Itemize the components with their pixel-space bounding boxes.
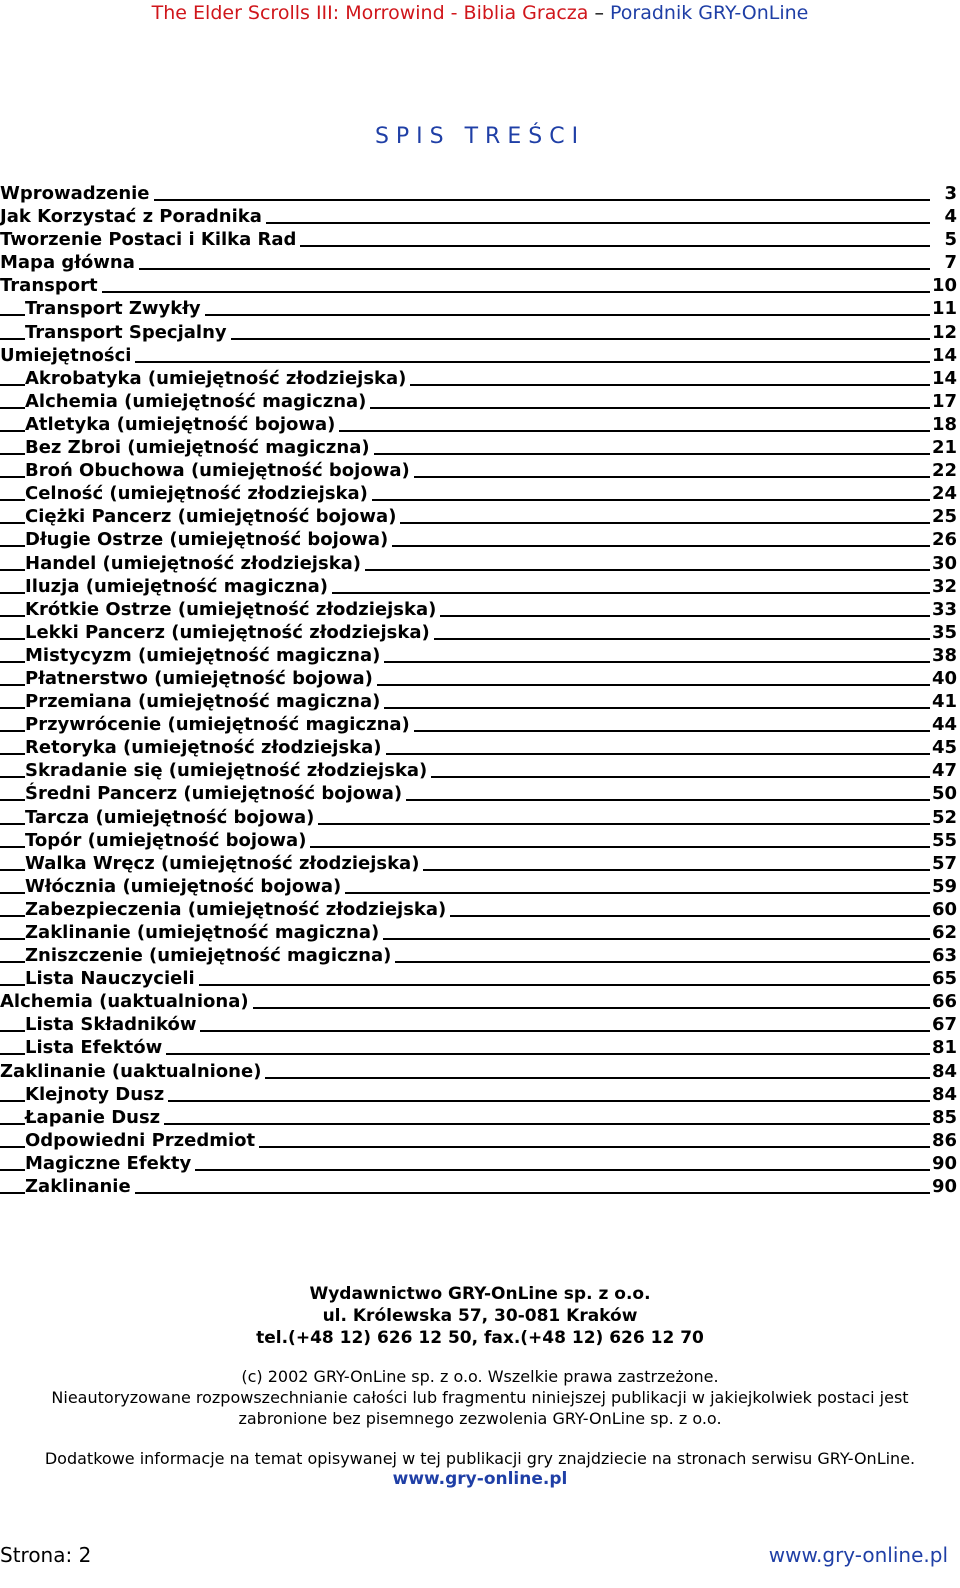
toc-entry[interactable] (0, 598, 960, 621)
header-guide-name: Poradnik GRY-OnLine (610, 2, 809, 24)
toc-entry-page: 40 (931, 667, 957, 689)
toc-leader-line (0, 1192, 930, 1194)
toc-entry-label: Mistycyzm (umiejętność magiczna) (25, 644, 384, 667)
toc-entry[interactable] (0, 552, 960, 575)
toc-entry-label: Jak Korzystać z Poradnika (0, 205, 266, 228)
toc-entry[interactable] (0, 1152, 960, 1175)
toc-entry-page: 32 (931, 575, 957, 597)
toc-entry-page: 67 (931, 1014, 957, 1036)
toc-entry[interactable] (0, 944, 960, 967)
toc-entry[interactable] (0, 967, 960, 990)
toc-entry-label: Średni Pancerz (umiejętność bojowa) (25, 782, 406, 805)
toc-entry[interactable] (0, 852, 960, 875)
toc-leader-line (0, 291, 930, 293)
toc-entry-label: Tarcza (umiejętność bojowa) (25, 806, 318, 829)
toc-entry-label: Odpowiedni Przedmiot (25, 1129, 259, 1152)
toc-entry-label: Transport (0, 274, 102, 297)
toc-entry[interactable] (0, 921, 960, 944)
toc-entry[interactable] (0, 1060, 960, 1083)
toc-entry-page: 57 (931, 852, 957, 874)
toc-entry[interactable] (0, 990, 960, 1013)
toc-entry-page: 4 (944, 206, 957, 228)
additional-info (0, 1448, 960, 1490)
toc-entry-label: Celność (umiejętność złodziejska) (25, 482, 372, 505)
website-link[interactable]: www.gry-online.pl (392, 1469, 568, 1489)
footer-site-link[interactable]: www.gry-online.pl (768, 1543, 948, 1567)
toc-entry-page: 60 (931, 898, 957, 920)
toc-entry[interactable] (0, 459, 960, 482)
toc-entry-page: 47 (931, 760, 957, 782)
toc-entry-label: Magiczne Efekty (25, 1152, 195, 1175)
toc-entry-page: 65 (931, 968, 957, 990)
toc-entry-label: Umiejętności (0, 344, 135, 367)
toc-entry[interactable] (0, 1129, 960, 1152)
toc-entry[interactable] (0, 898, 960, 921)
toc-entry[interactable] (0, 690, 960, 713)
toc-entry-label: Zaklinanie (umiejętność magiczna) (25, 921, 383, 944)
toc-entry-page: 55 (931, 829, 957, 851)
toc-entry[interactable] (0, 274, 960, 297)
toc-entry-label: Transport Zwykły (25, 297, 205, 320)
toc-entry-page: 52 (931, 806, 957, 828)
toc-entry-page: 63 (931, 945, 957, 967)
toc-entry-page: 14 (931, 344, 957, 366)
publisher-address: ul. Królewska 57, 30-081 Kraków (322, 1306, 638, 1326)
toc-entry-page: 21 (931, 437, 957, 459)
toc-entry-label: Klejnoty Dusz (25, 1083, 168, 1106)
toc-entry-page: 30 (931, 552, 957, 574)
toc-entry-label: Zaklinanie (uaktualnione) (0, 1060, 265, 1083)
toc-entry-label: Akrobatyka (umiejętność złodziejska) (25, 367, 410, 390)
toc-entry-label: Wprowadzenie (0, 182, 154, 205)
toc-entry-label: Skradanie się (umiejętność złodziejska) (25, 759, 431, 782)
toc-entry-page: 59 (931, 875, 957, 897)
copyright-line: (c) 2002 GRY-OnLine sp. z o.o. Wszelkie prawa zastrzeżone. (241, 1367, 719, 1386)
toc-entry-page: 41 (931, 691, 957, 713)
toc-entry-label: Ciężki Pancerz (umiejętność bojowa) (25, 505, 400, 528)
toc-entry-page: 26 (931, 529, 957, 551)
toc-entry-label: Łapanie Dusz (25, 1106, 164, 1129)
toc-entry[interactable] (0, 575, 960, 598)
toc-entry-page: 11 (931, 298, 957, 320)
toc-entry[interactable] (0, 1013, 960, 1036)
toc-entry[interactable] (0, 644, 960, 667)
publisher-phone: tel.(+48 12) 626 12 50, fax.(+48 12) 626 12 70 (256, 1328, 704, 1348)
toc-entry[interactable] (0, 205, 960, 228)
toc-entry-label: Zaklinanie (25, 1175, 135, 1198)
toc-entry-page: 38 (931, 644, 957, 666)
toc-entry-label: Lista Nauczycieli (25, 967, 199, 990)
toc-entry-label: Krótkie Ostrze (umiejętność złodziejska) (25, 598, 440, 621)
toc-entry-page: 14 (931, 367, 957, 389)
legal-notice (0, 1366, 960, 1429)
toc-entry-label: Tworzenie Postaci i Kilka Rad (0, 228, 300, 251)
toc-entry-label: Walka Wręcz (umiejętność złodziejska) (25, 852, 423, 875)
toc-entry-label: Bez Zbroi (umiejętność magiczna) (25, 436, 374, 459)
toc-entry-page: 22 (931, 460, 957, 482)
toc-entry[interactable] (0, 367, 960, 390)
toc-entry[interactable] (0, 621, 960, 644)
toc-entry[interactable] (0, 1036, 960, 1059)
page-header (0, 2, 960, 24)
toc-entry[interactable] (0, 321, 960, 344)
toc-entry[interactable] (0, 390, 960, 413)
toc-entry-label: Przywrócenie (umiejętność magiczna) (25, 713, 414, 736)
toc-entry-label: Płatnerstwo (umiejętność bojowa) (25, 667, 377, 690)
toc-entry-label: Broń Obuchowa (umiejętność bojowa) (25, 459, 414, 482)
toc-entry-page: 50 (931, 783, 957, 805)
toc-entry[interactable] (0, 1083, 960, 1106)
toc-entry[interactable] (0, 413, 960, 436)
toc-entry[interactable] (0, 829, 960, 852)
legal-line-2: Nieautoryzowane rozpowszechnianie całości lub fragmentu niniejszej publikacji w jakiejkolwiek postaci jest (51, 1388, 909, 1407)
toc-entry-page: 7 (944, 252, 957, 274)
toc-entry-page: 17 (931, 390, 957, 412)
toc-entry-label: Zabezpieczenia (umiejętność złodziejska) (25, 898, 450, 921)
toc-entry-label: Długie Ostrze (umiejętność bojowa) (25, 528, 392, 551)
toc-entry-page: 81 (931, 1037, 957, 1059)
toc-entry-page: 35 (931, 621, 957, 643)
toc-leader-line (0, 361, 930, 363)
toc-entry-page: 3 (944, 183, 957, 204)
table-of-contents (0, 182, 960, 1198)
toc-entry[interactable] (0, 736, 960, 759)
toc-entry-label: Alchemia (uaktualniona) (0, 990, 253, 1013)
toc-entry[interactable] (0, 182, 960, 205)
toc-entry-page: 62 (931, 922, 957, 943)
info-text: Dodatkowe informacje na temat opisywanej w tej publikacji gry znajdziecie na stronach serwisu GRY-OnLine. (44, 1449, 916, 1468)
toc-entry-label: Włócznia (umiejętność bojowa) (25, 875, 345, 898)
toc-entry[interactable] (0, 528, 960, 551)
toc-entry-label: Alchemia (umiejętność magiczna) (25, 390, 370, 413)
toc-entry[interactable] (0, 1175, 960, 1198)
header-separator: – (588, 2, 611, 24)
toc-entry[interactable] (0, 782, 960, 805)
toc-entry[interactable] (0, 436, 960, 459)
toc-entry-label: Handel (umiejętność złodziejska) (25, 552, 365, 575)
toc-entry-page: 84 (931, 1083, 957, 1105)
toc-entry-label: Iluzja (umiejętność magiczna) (25, 575, 332, 598)
toc-entry[interactable] (0, 1106, 960, 1129)
toc-entry-page: 90 (931, 1152, 957, 1174)
legal-line-3: zabronione bez pisemnego zezwolenia GRY-OnLine sp. z o.o. (238, 1409, 722, 1428)
toc-entry-page: 10 (931, 275, 957, 297)
toc-entry-page: 84 (931, 1060, 957, 1082)
toc-entry-label: Przemiana (umiejętność magiczna) (25, 690, 384, 713)
toc-entry-label: Zniszczenie (umiejętność magiczna) (25, 944, 395, 967)
toc-entry-page: 24 (931, 483, 957, 505)
toc-entry[interactable] (0, 505, 960, 528)
toc-entry-page: 45 (931, 737, 957, 759)
toc-entry-label: Topór (umiejętność bojowa) (25, 829, 310, 852)
toc-entry-label: Mapa główna (0, 251, 139, 274)
toc-entry-page: 90 (931, 1176, 957, 1198)
toc-entry-page: 66 (931, 991, 957, 1013)
toc-entry[interactable] (0, 297, 960, 320)
toc-entry-label: Atletyka (umiejętność bojowa) (25, 413, 339, 436)
toc-title: SPIS TREŚCI (374, 124, 586, 149)
toc-entry-page: 5 (944, 229, 957, 251)
toc-entry-label: Lista Składników (25, 1013, 200, 1036)
toc-entry-page: 18 (931, 413, 957, 435)
page-number: Strona: 2 (0, 1543, 92, 1567)
publisher-info (0, 1283, 960, 1349)
toc-entry-label: Retoryka (umiejętność złodziejska) (25, 736, 386, 759)
toc-entry-page: 86 (931, 1129, 957, 1151)
toc-entry[interactable] (0, 667, 960, 690)
toc-entry[interactable] (0, 806, 960, 829)
toc-entry-label: Transport Specjalny (25, 321, 231, 344)
toc-entry[interactable] (0, 759, 960, 782)
toc-entry-label: Lekki Pancerz (umiejętność złodziejska) (25, 621, 434, 644)
toc-entry[interactable] (0, 344, 960, 367)
toc-entry-page: 33 (931, 598, 957, 620)
toc-entry[interactable] (0, 482, 960, 505)
toc-entry[interactable] (0, 228, 960, 251)
toc-entry[interactable] (0, 875, 960, 898)
toc-entry-page: 25 (931, 506, 957, 528)
toc-leader-line (0, 268, 930, 270)
toc-entry-page: 12 (931, 321, 957, 343)
toc-entry-page: 44 (931, 714, 957, 736)
toc-entry[interactable] (0, 713, 960, 736)
publisher-name: Wydawnictwo GRY-OnLine sp. z o.o. (309, 1284, 651, 1304)
toc-entry-page: 85 (931, 1106, 957, 1128)
header-game-title: The Elder Scrolls III: Morrowind - Biblia Gracza (151, 2, 589, 24)
toc-entry-label: Lista Efektów (25, 1036, 166, 1059)
toc-entry[interactable] (0, 251, 960, 274)
